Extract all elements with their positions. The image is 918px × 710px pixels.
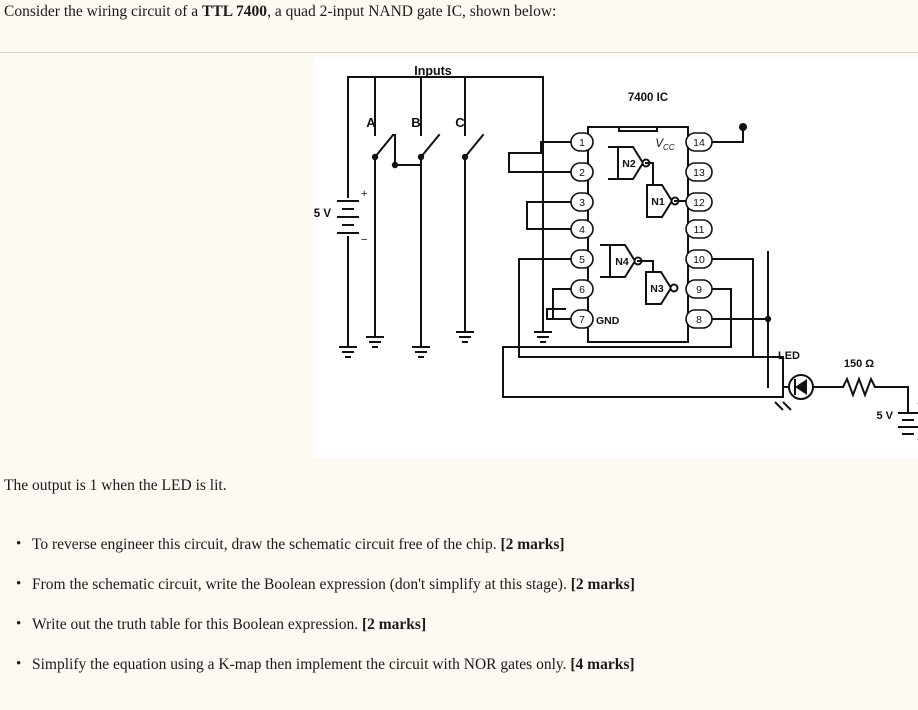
list-item <box>4 616 904 634</box>
pin-label-3: 3 <box>579 197 585 209</box>
pin-label-13: 13 <box>693 167 705 179</box>
pin-label-6: 6 <box>579 284 585 296</box>
bullet-icon: • <box>16 576 22 592</box>
task-marks: [2 marks] <box>570 576 635 593</box>
pin-label-9: 9 <box>696 284 702 296</box>
gate-label-n2: N2 <box>622 158 636 170</box>
input-label-a: A <box>366 115 376 130</box>
pin-label-2: 2 <box>579 167 585 179</box>
task-text: Simplify the equation using a K-map then implement the circuit with NOR gates only. <box>32 656 571 673</box>
horizontal-divider <box>0 52 918 53</box>
task-text: Write out the truth table for this Boolean expression. <box>32 616 362 633</box>
circuit-figure <box>313 57 918 458</box>
inputs-label: Inputs <box>414 64 452 78</box>
led-battery-label: 5 V <box>876 410 893 422</box>
pin-label-12: 12 <box>693 197 705 209</box>
pin-label-14: 14 <box>693 137 705 149</box>
task-text: From the schematic circuit, write the Boolean expression (don't simplify at this stage). <box>32 576 571 593</box>
task-marks: [2 marks] <box>500 536 565 553</box>
input-label-b: B <box>411 115 421 130</box>
task-marks: [4 marks] <box>570 656 635 673</box>
bullet-icon: • <box>16 656 22 672</box>
intro-text-pre: Consider the wiring circuit of a <box>4 3 203 20</box>
pin-label-11: 11 <box>693 224 705 236</box>
vcc-label: $V_{CC}$ <box>655 138 675 152</box>
input-label-c: C <box>455 115 465 130</box>
task-text: To reverse engineer this circuit, draw the schematic circuit free of the chip. <box>32 536 501 553</box>
led-label: LED <box>778 350 800 362</box>
gnd-label: GND <box>596 315 620 327</box>
supply-minus-sign: − <box>361 234 368 246</box>
task-list <box>4 536 904 696</box>
gate-label-n3: N3 <box>650 283 664 295</box>
supply-voltage-label: 5 V <box>313 208 331 220</box>
pin-label-7: 7 <box>579 314 585 326</box>
output-statement: The output is 1 when the LED is lit. <box>4 477 227 494</box>
pin-label-10: 10 <box>693 254 705 266</box>
circuit-diagram-svg <box>313 57 918 458</box>
pin-label-8: 8 <box>696 314 702 326</box>
bullet-icon: • <box>16 536 22 552</box>
list-item <box>4 576 904 594</box>
intro-text-strong: TTL 7400 <box>202 3 268 20</box>
resistor-label: 150 Ω <box>843 358 875 370</box>
pin-label-5: 5 <box>579 254 585 266</box>
ic-label: 7400 IC <box>627 92 669 104</box>
pin-label-1: 1 <box>579 137 585 149</box>
list-item <box>4 656 904 674</box>
intro-paragraph <box>4 3 556 21</box>
gate-label-n1: N1 <box>651 196 665 208</box>
intro-text-mid: , a quad 2-input NAND gate IC, shown below: <box>267 3 557 20</box>
list-item <box>4 536 904 554</box>
bullet-icon: • <box>16 616 22 632</box>
task-marks: [2 marks] <box>361 616 427 633</box>
gate-label-n4: N4 <box>615 256 629 268</box>
pin-label-4: 4 <box>579 224 585 236</box>
supply-plus-sign: + <box>361 188 368 200</box>
